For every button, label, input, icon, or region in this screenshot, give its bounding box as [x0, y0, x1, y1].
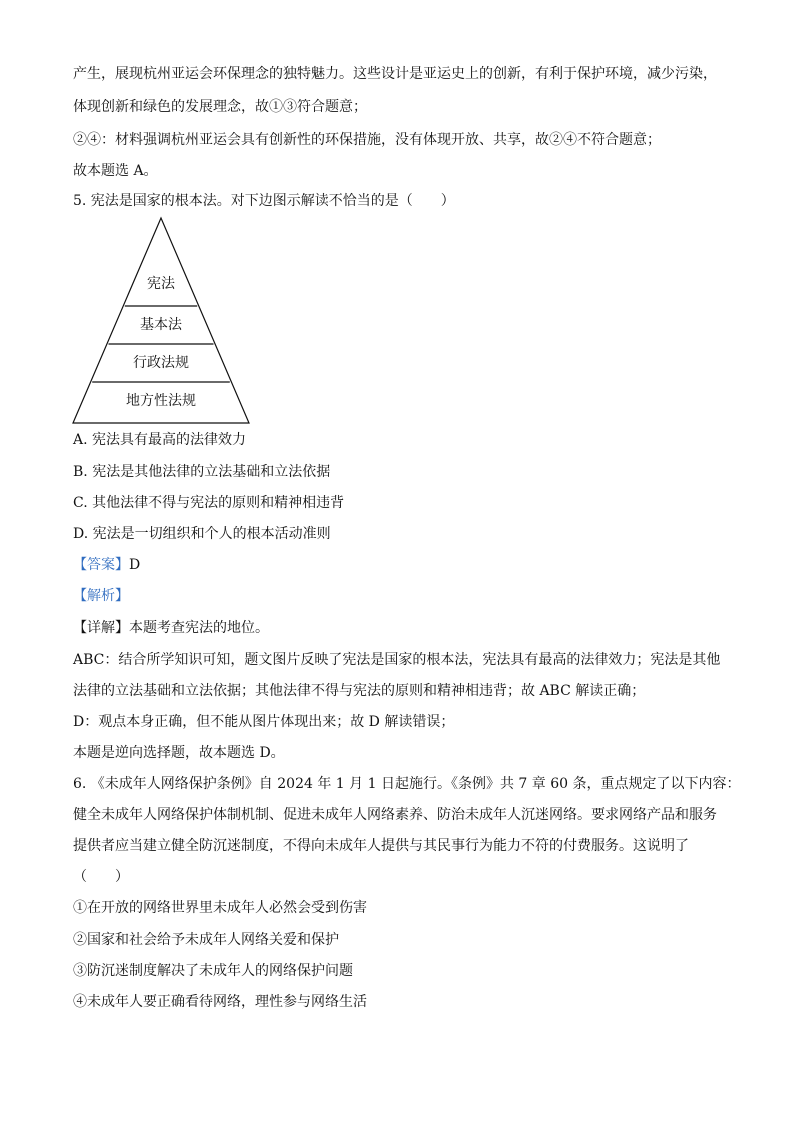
choice-3: ③防沉迷制度解决了未成年人的网络保护问题 — [73, 963, 353, 979]
choice-4: ④未成年人要正确看待网络，理性参与网络生活 — [73, 994, 367, 1010]
option-c: C. 其他法律不得与宪法的原则和精神相违背 — [73, 495, 345, 511]
paragraph-line: 产生，展现杭州亚运会环保理念的独特魅力。这些设计是亚运史上的创新，有利于保护环境，减少污染， — [73, 66, 717, 82]
pyramid-level-local-regulations: 地方性法规 — [126, 393, 196, 409]
paragraph-line: ②④：材料强调杭州亚运会具有创新性的环保措施，没有体现开放、共享，故②④不符合题意； — [73, 132, 661, 148]
option-d: D. 宪法是一切组织和个人的根本活动准则 — [73, 526, 331, 542]
question-6-stem-line: 健全未成年人网络保护体制机制、促进未成年人网络素养、防治未成年人沉迷网络。要求网络产品和服务 — [73, 807, 717, 823]
detail-tag: 【详解】 — [73, 620, 129, 636]
analysis-line: ABC：结合所学知识可知，题文图片反映了宪法是国家的根本法，宪法具有最高的法律效力；宪法是其他 — [73, 652, 721, 668]
question-6-stem-line: （ ） — [73, 869, 129, 885]
pyramid-level-administrative-regulations: 行政法规 — [133, 355, 189, 371]
paragraph-line: 体现创新和绿色的发展理念，故①③符合题意； — [73, 99, 367, 115]
option-b: B. 宪法是其他法律的立法基础和立法依据 — [73, 464, 331, 480]
choice-2: ②国家和社会给予未成年人网络关爱和保护 — [73, 932, 339, 948]
answer-value: D — [129, 557, 141, 573]
question-5-stem: 5. 宪法是国家的根本法。对下边图示解读不恰当的是（ ） — [73, 193, 455, 209]
detail-line — [73, 618, 269, 638]
pyramid-level-constitution: 宪法 — [147, 276, 175, 292]
analysis-line: 本题是逆向选择题，故本题选 D。 — [73, 745, 285, 761]
analysis-line: 法律的立法基础和立法依据；其他法律不得与宪法的原则和精神相违背；故 ABC 解读正确； — [73, 683, 646, 699]
paragraph-line: 故本题选 A。 — [73, 163, 158, 179]
law-hierarchy-pyramid — [70, 216, 254, 428]
choice-1: ①在开放的网络世界里未成年人必然会受到伤害 — [73, 900, 367, 916]
option-a: A. 宪法具有最高的法律效力 — [73, 432, 247, 448]
detail-text: 本题考查宪法的地位。 — [129, 620, 269, 636]
question-6-stem-line: 提供者应当建立健全防沉迷制度，不得向未成年人提供与其民事行为能力不符的付费服务。这说明了 — [73, 838, 689, 854]
pyramid-level-basic-law: 基本法 — [140, 317, 182, 333]
answer-tag: 【答案】 — [73, 557, 129, 573]
analysis-line: D：观点本身正确，但不能从图片体现出来；故 D 解读错误； — [73, 714, 455, 730]
question-6-stem-line: 6. 《未成年人网络保护条例》自 2024 年 1 月 1 日起施行。《条例》共 7 章 60 条，重点规定了以下内容： — [73, 776, 741, 792]
analysis-tag: 【解析】 — [73, 588, 129, 604]
answer-line — [73, 555, 140, 575]
analysis-heading — [73, 586, 129, 606]
